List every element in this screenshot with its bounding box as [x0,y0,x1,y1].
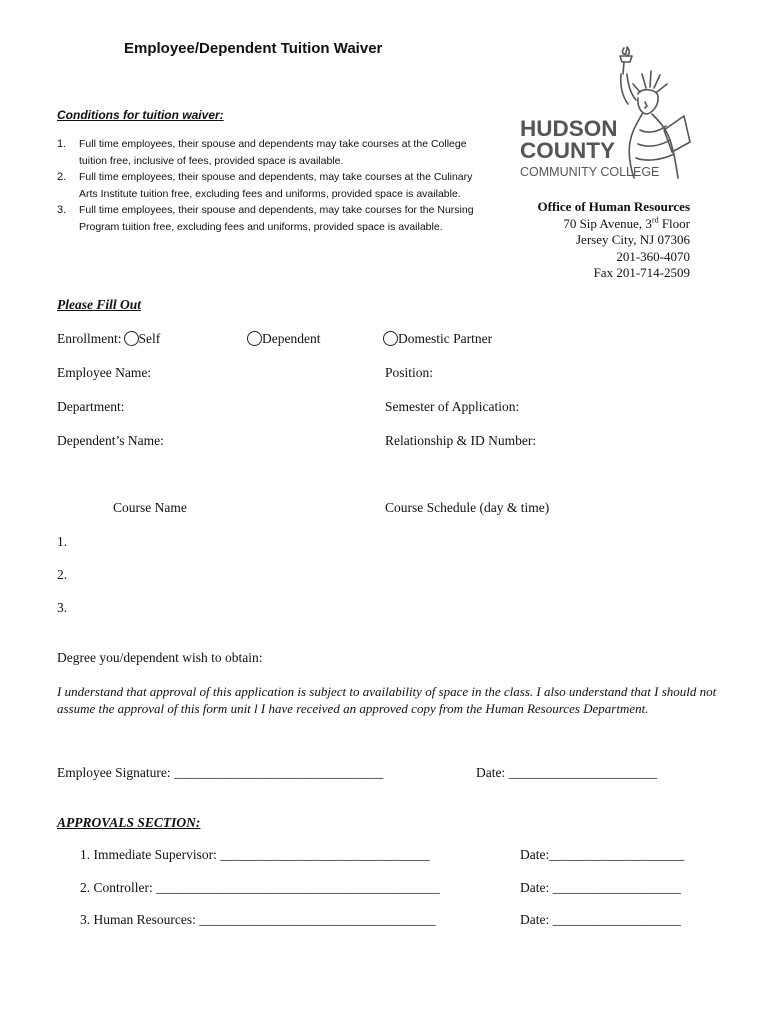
self-option-label: Self [138,331,161,346]
domestic-partner-radio[interactable] [383,331,398,346]
course-row-1: 1. [57,534,68,549]
semester-label: Semester of Application: [385,399,520,414]
course-schedule-header: Course Schedule (day & time) [385,500,550,515]
domestic-partner-option-label: Domestic Partner [398,331,493,346]
office-fax: Fax 201-714-2509 [593,265,690,280]
office-address [538,199,690,282]
office-phone: 201-360-4070 [616,248,690,264]
office-title: Office of Human Resources [537,199,690,214]
employee-signature-line[interactable]: Employee Signature: _______________________________ [57,765,384,780]
course-row-3: 3. [57,600,68,615]
condition-item [57,169,477,202]
controller-date-line[interactable]: Date: ___________________ [520,880,681,895]
condition-number: 3. [57,204,67,217]
college-logo [520,44,692,180]
enrollment-field [57,331,160,347]
condition-item [57,202,477,235]
office-city: Jersey City, NJ 07306 [576,232,690,247]
statue-of-liberty-icon [620,47,690,178]
self-radio[interactable] [124,331,139,346]
conditions-heading: Conditions for tuition waiver: [57,108,224,122]
condition-text: Full time employees, their spouse and dependents, may take courses for the Nursing Program tuition free, excluding fees and uniforms, provided space is available. [79,204,474,233]
enrollment-label: Enrollment: [57,331,122,346]
office-street: 70 Sip Avenue, 3rd Floor [563,215,690,231]
course-name-header: Course Name [113,500,187,515]
approval-notice: I understand that approval of this application is subject to availability of space in the class. I also understand that I should not assume the approval of this form unit l I have received an approved copy from the Human Resources Department. [57,684,717,716]
logo-line-3: COMMUNITY COLLEGE [520,165,660,179]
dependent-radio[interactable] [247,331,262,346]
logo-line-2: COUNTY [520,138,615,163]
domestic-partner-option [381,331,492,347]
conditions-list [57,136,477,236]
course-row-2: 2. [57,567,68,582]
degree-label: Degree you/dependent wish to obtain: [57,650,263,665]
controller-signature-line[interactable]: 2. Controller: __________________________________________ [80,880,440,895]
dependent-option [245,331,320,347]
supervisor-signature-line[interactable]: 1. Immediate Supervisor: _______________________________ [80,847,430,862]
condition-text: Full time employees, their spouse and dependents may take courses at the College tuition free, inclusive of fees, provided space is available. [79,138,467,167]
department-label: Department: [57,399,125,414]
employee-name-label: Employee Name: [57,365,152,380]
fill-out-heading: Please Fill Out [57,297,141,312]
condition-item [57,136,477,169]
position-label: Position: [385,365,434,380]
signature-date-line[interactable]: Date: ______________________ [476,765,658,780]
condition-number: 2. [57,171,67,184]
logo-line-1: HUDSON [520,116,618,141]
hr-date-line[interactable]: Date: ___________________ [520,912,681,927]
dependent-option-label: Dependent [262,331,321,346]
hr-signature-line[interactable]: 3. Human Resources: ___________________________________ [80,912,436,927]
supervisor-date-line[interactable]: Date:____________________ [520,847,685,862]
condition-text: Full time employees, their spouse and dependents, may take courses at the Culinary Arts Institute tuition free, excluding fees and uniforms, provided space is available. [79,171,473,200]
dependent-name-label: Dependent’s Name: [57,433,164,448]
approvals-heading: APPROVALS SECTION: [57,815,201,830]
condition-number: 1. [57,138,67,150]
page-title: Employee/Dependent Tuition Waiver [124,40,383,57]
relationship-label: Relationship & ID Number: [385,433,537,448]
